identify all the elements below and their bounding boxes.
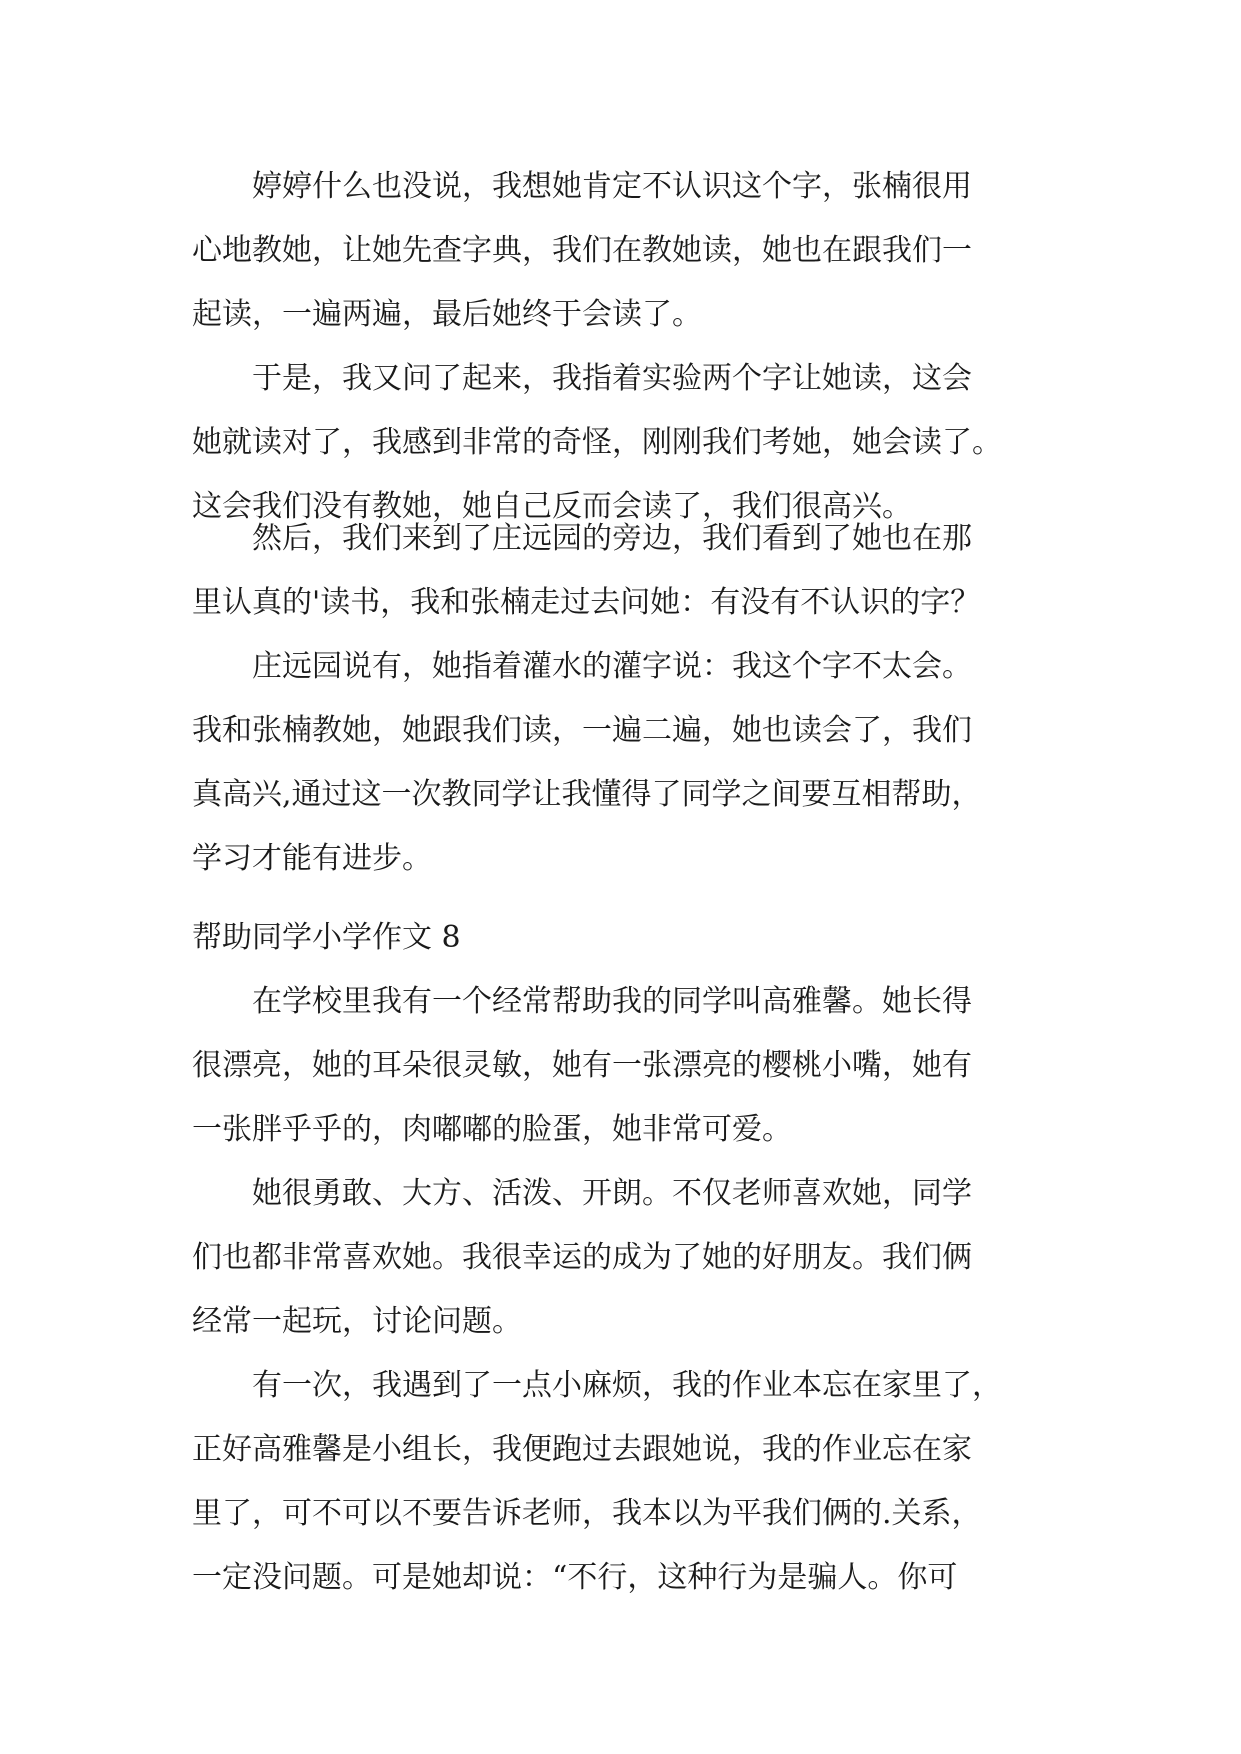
text-line: 在学校里我有一个经常帮助我的同学叫高雅馨。她长得: [192, 984, 972, 1019]
paragraph-6: [192, 1162, 1072, 1354]
text-line: 正好高雅馨是小组长，我便跑过去跟她说，我的作业忘在家: [192, 1432, 972, 1467]
text-line: 庄远园说有，她指着灌水的灌字说：我这个字不太会。: [192, 649, 972, 684]
text-line: 一张胖乎乎的，肉嘟嘟的脸蛋，她非常可爱。: [192, 1112, 792, 1147]
text-line: 起读，一遍两遍，最后她终于会读了。: [192, 297, 702, 332]
text-line: 这会我们没有教她，她自己反而会读了，我们很高兴。: [192, 489, 912, 524]
text-line: 我和张楠教她，她跟我们读，一遍二遍，她也读会了，我们: [192, 713, 972, 748]
paragraph-5: [192, 970, 1072, 1162]
text-line: 她就读对了，我感到非常的奇怪，刚刚我们考她，她会读了。: [192, 425, 1002, 460]
paragraph-7: [192, 1354, 1072, 1610]
text-line: 然后，我们来到了庄远园的旁边，我们看到了她也在那: [192, 521, 972, 556]
text-line: 很漂亮，她的耳朵很灵敏，她有一张漂亮的樱桃小嘴，她有: [192, 1048, 972, 1083]
text-line: 有一次，我遇到了一点小麻烦，我的作业本忘在家里了，: [192, 1368, 1002, 1403]
text-line: 一定没问题。可是她却说：“不行，这种行为是骗人。你可: [192, 1560, 958, 1595]
text-line: 们也都非常喜欢她。我很幸运的成为了她的好朋友。我们俩: [192, 1240, 972, 1275]
text-line: 里认真的'读书，我和张楠走过去问她：有没有不认识的字？: [192, 585, 981, 620]
text-line: 经常一起玩，讨论问题。: [192, 1304, 522, 1339]
text-line: 心地教她，让她先查字典，我们在教她读，她也在跟我们一: [192, 233, 972, 268]
heading-text: 帮助同学小学作文 8: [192, 920, 461, 955]
text-line: 真高兴,通过这一次教同学让我懂得了同学之间要互相帮助，: [192, 777, 982, 812]
text-line: 学习才能有进步。: [192, 841, 432, 876]
paragraph-3: [192, 507, 1072, 635]
text-line: 婷婷什么也没说，我想她肯定不认识这个字，张楠很用: [192, 169, 972, 204]
paragraph-1: [192, 155, 1072, 347]
text-line: 里了，可不可以不要告诉老师，我本以为平我们俩的.关系，: [192, 1496, 982, 1531]
paragraph-4: [192, 635, 1072, 891]
text-line: 她很勇敢、大方、活泼、开朗。不仅老师喜欢她，同学: [192, 1176, 972, 1211]
section-heading: [192, 906, 1072, 970]
text-line: 于是，我又问了起来，我指着实验两个字让她读，这会: [192, 361, 972, 396]
